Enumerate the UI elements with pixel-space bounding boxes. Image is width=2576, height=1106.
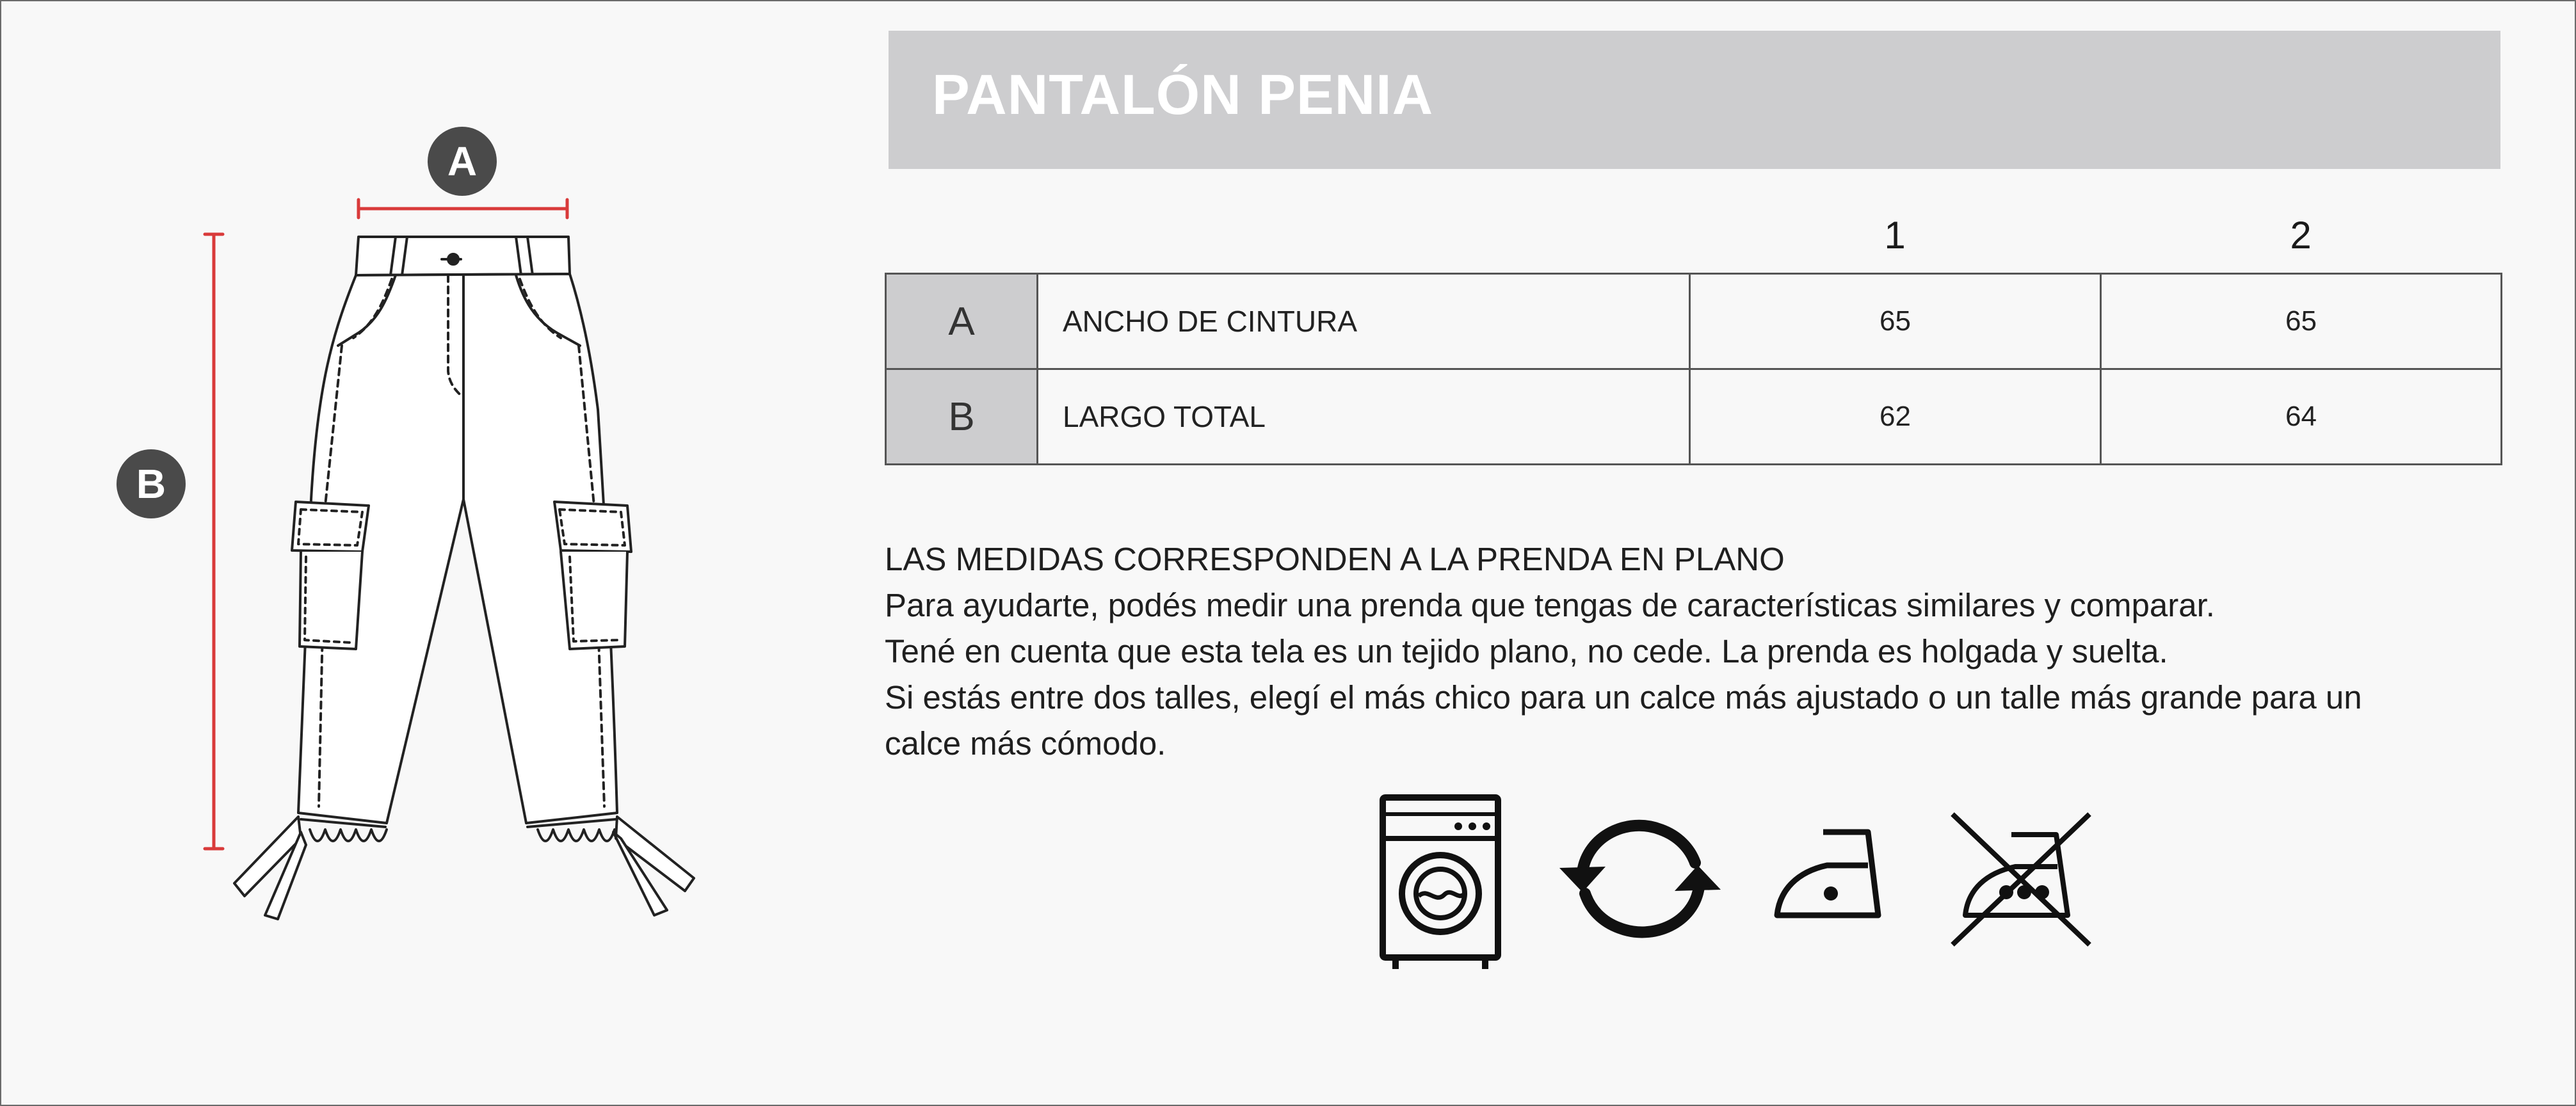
size-table bbox=[885, 273, 2502, 465]
row-letter: B bbox=[886, 369, 1038, 465]
iron-icon bbox=[1772, 826, 1887, 922]
pants-technical-drawing bbox=[96, 115, 723, 1011]
table-row bbox=[886, 274, 2502, 369]
row-letter: A bbox=[886, 274, 1038, 369]
row-label: LARGO TOTAL bbox=[1038, 369, 1690, 465]
row-value-size-1: 62 bbox=[1690, 369, 2101, 465]
note-line: Para ayudarte, podés medir una prenda que tengas de características similares y comparar. bbox=[885, 587, 2215, 623]
measure-line-b bbox=[205, 234, 223, 849]
note-line: Tené en cuenta que esta tela es un tejido plano, no cede. La prenda es holgada y suelta. bbox=[885, 633, 2168, 669]
tumble-rotate-icon bbox=[1557, 810, 1723, 945]
measure-line-a bbox=[358, 200, 567, 218]
measurement-notes bbox=[885, 536, 2524, 767]
table-row bbox=[886, 369, 2502, 465]
row-value-size-2: 64 bbox=[2101, 369, 2502, 465]
title-banner bbox=[889, 31, 2500, 169]
no-iron-icon bbox=[1949, 809, 2096, 950]
badge-b: B bbox=[117, 449, 186, 518]
note-line: Si estás entre dos talles, elegí el más chico para un calce más ajustado o un talle más grande para un bbox=[885, 679, 2362, 716]
row-value-size-2: 65 bbox=[2101, 274, 2502, 369]
note-heading: LAS MEDIDAS CORRESPONDEN A LA PRENDA EN PLANO bbox=[885, 541, 1785, 577]
size-header-2: 2 bbox=[2290, 214, 2312, 257]
row-value-size-1: 65 bbox=[1690, 274, 2101, 369]
page-title: PANTALÓN PENIA bbox=[932, 63, 1434, 126]
size-header-1: 1 bbox=[1884, 214, 1906, 257]
washing-machine-icon bbox=[1376, 791, 1504, 970]
badge-a: A bbox=[428, 127, 497, 196]
note-line: calce más cómodo. bbox=[885, 725, 1166, 762]
row-label: ANCHO DE CINTURA bbox=[1038, 274, 1690, 369]
